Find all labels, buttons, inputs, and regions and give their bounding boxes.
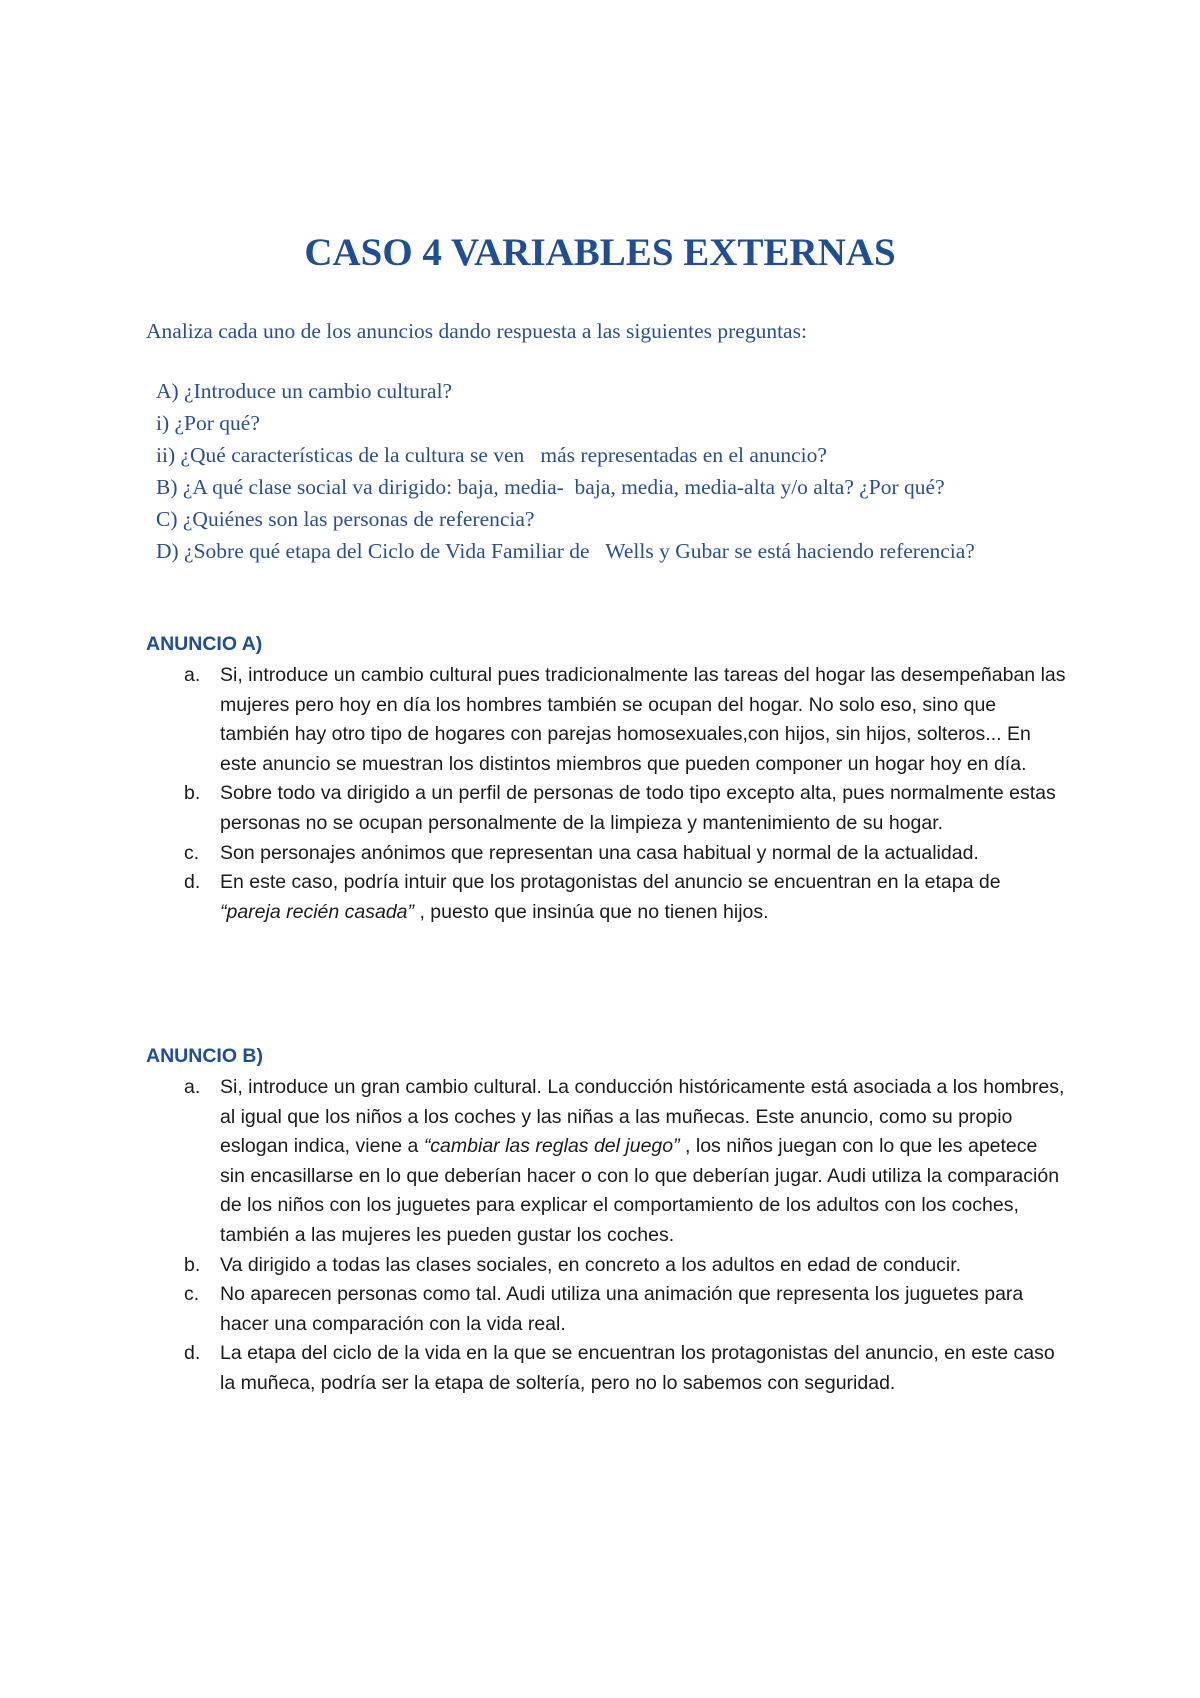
list-item [146, 839, 1066, 869]
list-marker: c. [184, 841, 200, 864]
questions-list [146, 375, 1066, 567]
section-anuncio-b [146, 1042, 1066, 1399]
list-item-text-post: , los niños juegan con lo que les apetece sin encasillarse en lo que deberían hacer o con lo que deberían jugar. Audi utiliza la comparación de los niños con los juguetes para explicar el comportamiento de los adultos con los coches, también a las mujeres les pueden gustar los coches. [220, 1135, 1060, 1246]
question-a: A) ¿Introduce un cambio cultural? [156, 379, 453, 403]
list-item-quote: “pareja recién casada” [220, 900, 415, 923]
list-item [146, 1280, 1066, 1339]
list-marker: a. [184, 1076, 201, 1098]
question-c: C) ¿Quiénes son las personas de referencia? [156, 507, 535, 531]
list-item-text-post: , puesto que insinúa que no tienen hijos. [414, 900, 769, 923]
list-item-text-pre: Si, introduce un gran cambio cultural. La conducción históricamente está asociada a los hombres, al igual que los niños a los coches y las niñas a las muñecas. Este anuncio, como su propio eslogan indica, viene a [220, 1076, 1065, 1158]
list-item [146, 1073, 1066, 1251]
list-item-text: No aparecen personas como tal. Audi utiliza una animación que representa los juguetes para hacer una comparación con la vida real. [220, 1283, 1024, 1335]
answer-list [146, 1073, 1066, 1399]
list-marker: d. [184, 1342, 201, 1365]
list-item [146, 661, 1066, 779]
list-item-text: La etapa del ciclo de la vida en la que se encuentran los protagonistas del anuncio, en este caso la muñeca, podría ser la etapa de soltería, pero no lo sabemos con seguridad. [220, 1342, 1055, 1394]
list-item-text: Va dirigido a todas las clases sociales, en concreto a los adultos en edad de conducir. [220, 1253, 962, 1276]
list-item [146, 868, 1066, 927]
list-item-text: Si, introduce un cambio cultural pues tradicionalmente las tareas del hogar las desempeñaban las mujeres pero hoy en día los hombres también se ocupan del hogar. No solo eso, sino que también hay otro tipo de hogares con parejas homosexuales,con hijos, sin hijos, solteros... En este anuncio se muestran los distintos miembros que pueden componer un hogar hoy en día. [220, 664, 1066, 775]
list-marker: a. [184, 664, 201, 686]
list-item [146, 779, 1066, 838]
list-item-text-pre: En este caso, podría intuir que los protagonistas del anuncio se encuentran en la etapa de [220, 871, 1001, 894]
question-d: D) ¿Sobre qué etapa del Ciclo de Vida Familiar de Wells y Gubar se está haciendo referencia? [156, 539, 975, 563]
section-anuncio-a [146, 630, 1066, 927]
question-a-ii: ii) ¿Qué características de la cultura se ven más representadas en el anuncio? [156, 443, 827, 467]
list-marker: d. [184, 871, 201, 894]
question-a-i: i) ¿Por qué? [156, 411, 260, 435]
list-item [146, 1339, 1066, 1398]
list-item [146, 1251, 1066, 1281]
list-marker: b. [184, 1253, 201, 1276]
list-item-text: Sobre todo va dirigido a un perfil de personas de todo tipo excepto alta, pues normalmente estas personas no se ocupan personalmente de la limpieza y mantenimiento de su hogar. [220, 782, 1056, 834]
list-marker: c. [184, 1283, 200, 1306]
list-item-quote: “cambiar las reglas del juego” [423, 1135, 680, 1158]
question-b: B) ¿A qué clase social va dirigido: baja, media- baja, media, media-alta y/o alta? ¿Por qué? [156, 475, 945, 499]
document-title: CASO 4 VARIABLES EXTERNAS [304, 231, 896, 274]
list-item-text: Son personajes anónimos que representan una casa habitual y normal de la actualidad. [220, 841, 979, 864]
answer-list [146, 661, 1066, 927]
section-heading: ANUNCIO B) [146, 1045, 263, 1067]
list-marker: b. [184, 782, 201, 805]
section-heading: ANUNCIO A) [146, 633, 263, 655]
intro-paragraph: Analiza cada uno de los anuncios dando respuesta a las siguientes preguntas: [146, 319, 807, 343]
